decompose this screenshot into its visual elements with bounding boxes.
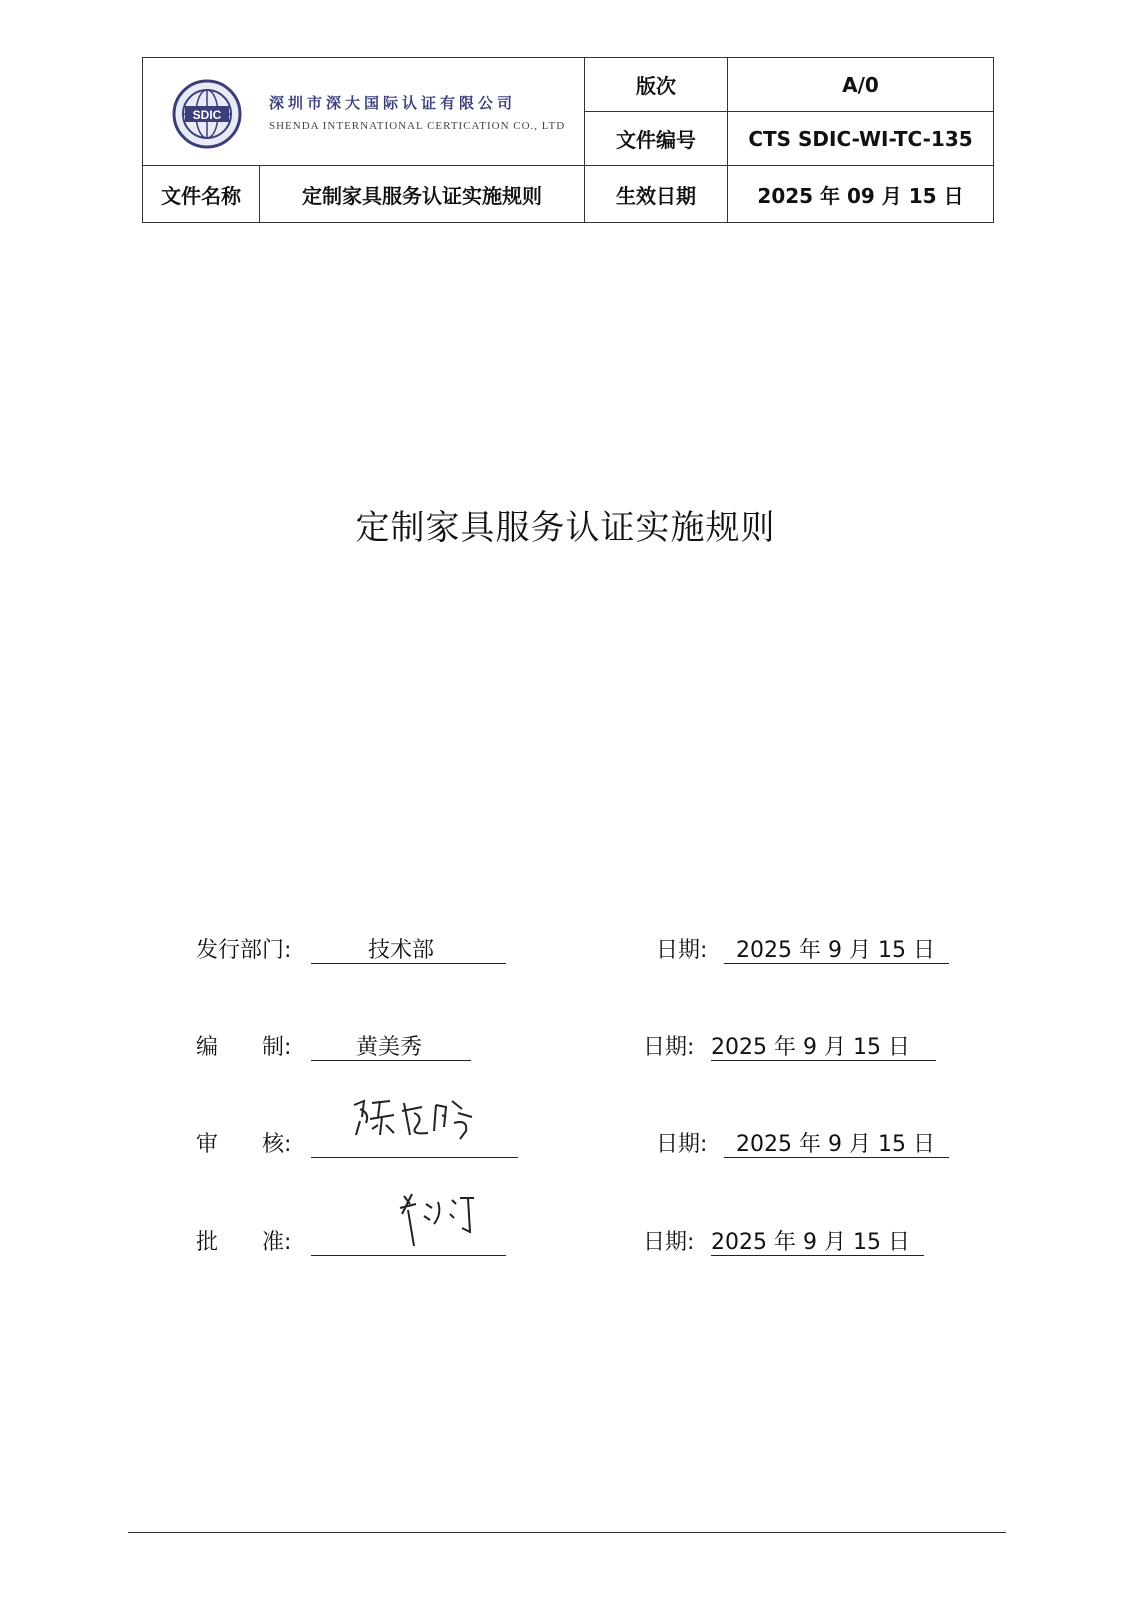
approve-date-label: 日期: xyxy=(643,1230,695,1255)
version-value: A/0 xyxy=(728,58,994,112)
compile-value: 黄美秀 xyxy=(356,1035,423,1060)
dept-label: 发行部门: xyxy=(196,938,292,963)
company-name-cn: 深圳市深大国际认证有限公司 xyxy=(269,94,517,112)
effective-date-label: 生效日期 xyxy=(585,166,728,223)
approver-signature xyxy=(398,1190,482,1250)
effective-date-value: 2025 年 09 月 15 日 xyxy=(728,166,994,223)
compile-date-value: 2025 年 9 月 15 日 xyxy=(711,1035,910,1060)
logo-text: SDIC xyxy=(192,108,222,122)
approve-label: 批 准: xyxy=(196,1230,292,1255)
company-name-en: SHENDA INTERNATIONAL CERTICATION CO., LTD xyxy=(269,120,566,132)
document-header-table xyxy=(142,57,994,223)
review-date-value: 2025 年 9 月 15 日 xyxy=(736,1132,935,1157)
dept-value: 技术部 xyxy=(368,938,435,963)
globe-logo-icon xyxy=(171,78,243,150)
doc-name-label: 文件名称 xyxy=(143,166,260,223)
doc-number-label: 文件编号 xyxy=(585,112,728,166)
company-logo xyxy=(171,78,566,148)
compile-label: 编 制: xyxy=(196,1035,292,1060)
approve-date-value: 2025 年 9 月 15 日 xyxy=(711,1230,910,1255)
dept-date-value: 2025 年 9 月 15 日 xyxy=(736,938,935,963)
company-logo-cell xyxy=(143,58,585,166)
dept-date-label: 日期: xyxy=(656,938,708,963)
doc-name-value: 定制家具服务认证实施规则 xyxy=(260,166,585,223)
review-date-label: 日期: xyxy=(656,1132,708,1157)
version-label: 版次 xyxy=(585,58,728,112)
footer-divider xyxy=(128,1532,1006,1533)
doc-number-value: CTS SDIC-WI-TC-135 xyxy=(728,112,994,166)
review-label: 审 核: xyxy=(196,1132,292,1157)
reviewer-signature xyxy=(350,1095,480,1155)
page-title: 定制家具服务认证实施规则 xyxy=(355,508,776,548)
compile-date-label: 日期: xyxy=(643,1035,695,1060)
